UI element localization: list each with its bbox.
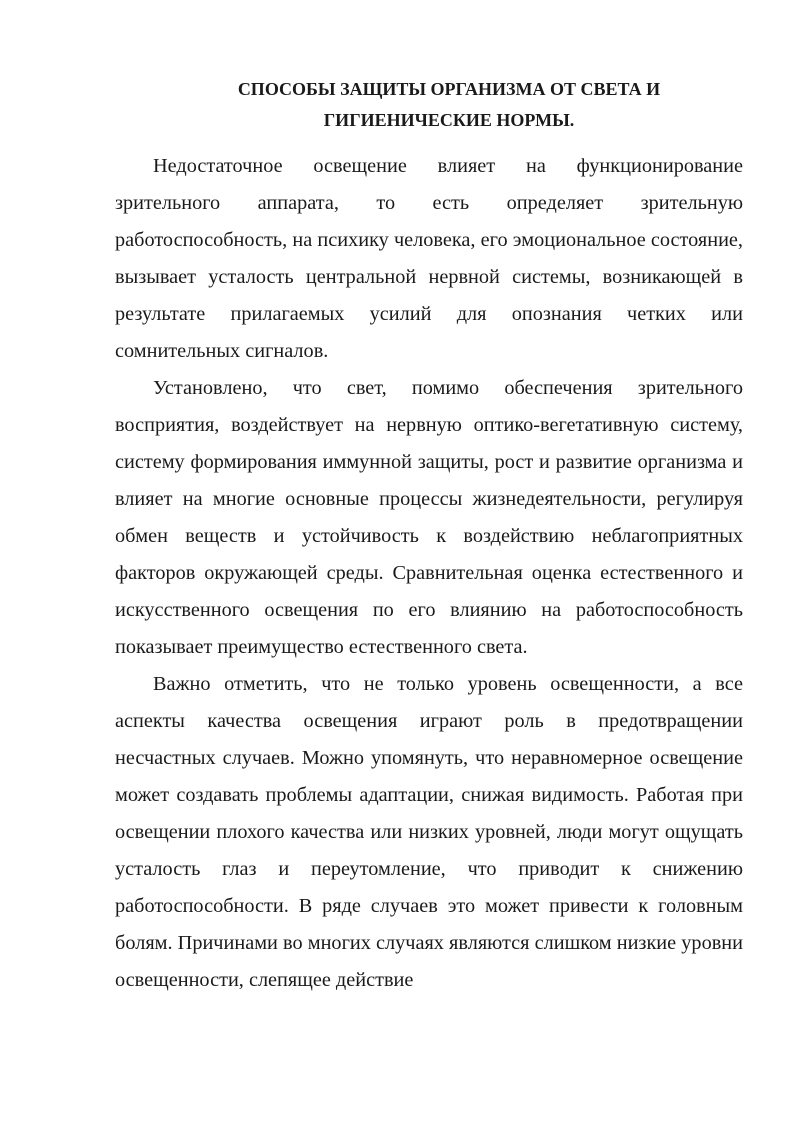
paragraph-3: Важно отметить, что не только уровень освещенности, а все аспекты качества освещения играют роль в предотвращении несчастных случаев. Можно упомянуть, что неравномерное освещение может создавать проблемы адаптации, снижая видимость. Работая при освещении плохого качества или низких уровней, люди могут ощущать усталость глаз и переутомление, что приводит к снижению работоспособности. В ряде случаев это может привести к головным болям. Причинами во многих случаях являются слишком низкие уровни освещенности, слепящее действие: [115, 673, 743, 991]
paragraph-2: Установлено, что свет, помимо обеспечения зрительного восприятия, воздействует на нервную оптико-вегетативную систему, систему формирования иммунной защиты, рост и развитие организма и влияет на многие основные процессы жизнедеятельности, регулируя обмен веществ и устойчивость к воздействию неблагоприятных факторов окружающей среды. Сравнительная оценка естественного и искусственного освещения по его влиянию на работоспособность показывает преимущество естественного света.: [115, 377, 743, 658]
paragraph-1: Недостаточное освещение влияет на функционирование зрительного аппарата, то есть определяет зрительную работоспособность, на психику человека, его эмоциональное состояние, вызывает усталость центральной нервной системы, возникающей в результате прилагаемых усилий для опознания четких или сомнительных сигналов.: [115, 155, 743, 362]
document-title: [115, 74, 743, 136]
document-body: [115, 148, 743, 999]
title-line-1: СПОСОБЫ ЗАЩИТЫ ОРГАНИЗМА ОТ СВЕТА И: [237, 79, 661, 99]
title-line-2: ГИГИЕНИЧЕСКИЕ НОРМЫ.: [323, 110, 575, 130]
